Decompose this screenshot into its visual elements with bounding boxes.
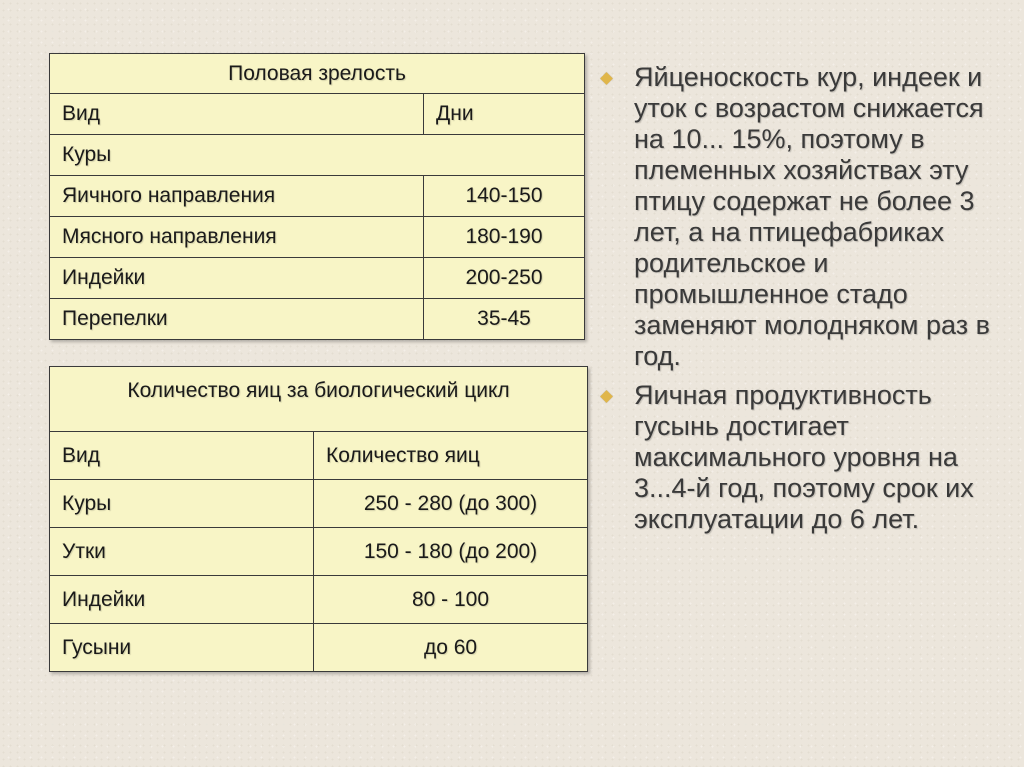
bullet-item [598,62,998,372]
diamond-bullet-icon [600,72,613,85]
diamond-bullet-icon [600,390,613,403]
bullet-text: Яйценоскость кур, индеек и уток с возрастом снижается на 10... 15%, поэтому в племенных хозяйствах эту птицу содержат не более 3 лет, а на птицефабриках родительское и промышленное стадо заменяют молодняком раз в год. [634,62,990,371]
column-header-species: Вид [50,94,424,135]
table-row [50,576,588,624]
row-egg-count: 80 - 100 [314,576,588,624]
table-header-row [50,94,585,135]
maturity-table-title: Половая зрелость [50,54,585,94]
table-row [50,528,588,576]
table-title-row [50,54,585,94]
row-species: Куры [50,480,314,528]
table-row [50,258,585,299]
bullet-text: Яичная продуктивность гусынь достигает максимального уровня на 3...4-й год, поэтому срок их эксплуатации до 6 лет. [634,380,974,534]
row-species: Индейки [50,258,424,299]
row-species: Яичного направления [50,176,424,217]
row-species: Мясного направления [50,217,424,258]
row-days: 200-250 [424,258,585,299]
table-row [50,176,585,217]
column-header-days: Дни [424,94,585,135]
bullet-item [598,380,998,535]
row-species: Гусыни [50,624,314,672]
table-row [50,480,588,528]
row-egg-count: 150 - 180 (до 200) [314,528,588,576]
column-header-species: Вид [50,432,314,480]
row-egg-count: 250 - 280 (до 300) [314,480,588,528]
egg-count-table [49,366,588,672]
table-header-row [50,432,588,480]
table-title-row [50,367,588,432]
bullet-list [598,62,998,543]
egg-count-table-title: Количество яиц за биологический цикл [50,367,588,432]
group-label-chickens: Куры [50,135,585,176]
maturity-table [49,53,585,340]
row-species: Утки [50,528,314,576]
row-species: Индейки [50,576,314,624]
row-species: Перепелки [50,299,424,340]
table-row [50,217,585,258]
row-egg-count: до 60 [314,624,588,672]
table-group-row [50,135,585,176]
table-row [50,624,588,672]
row-days: 140-150 [424,176,585,217]
column-header-egg-count: Количество яиц [314,432,588,480]
row-days: 35-45 [424,299,585,340]
table-row [50,299,585,340]
row-days: 180-190 [424,217,585,258]
